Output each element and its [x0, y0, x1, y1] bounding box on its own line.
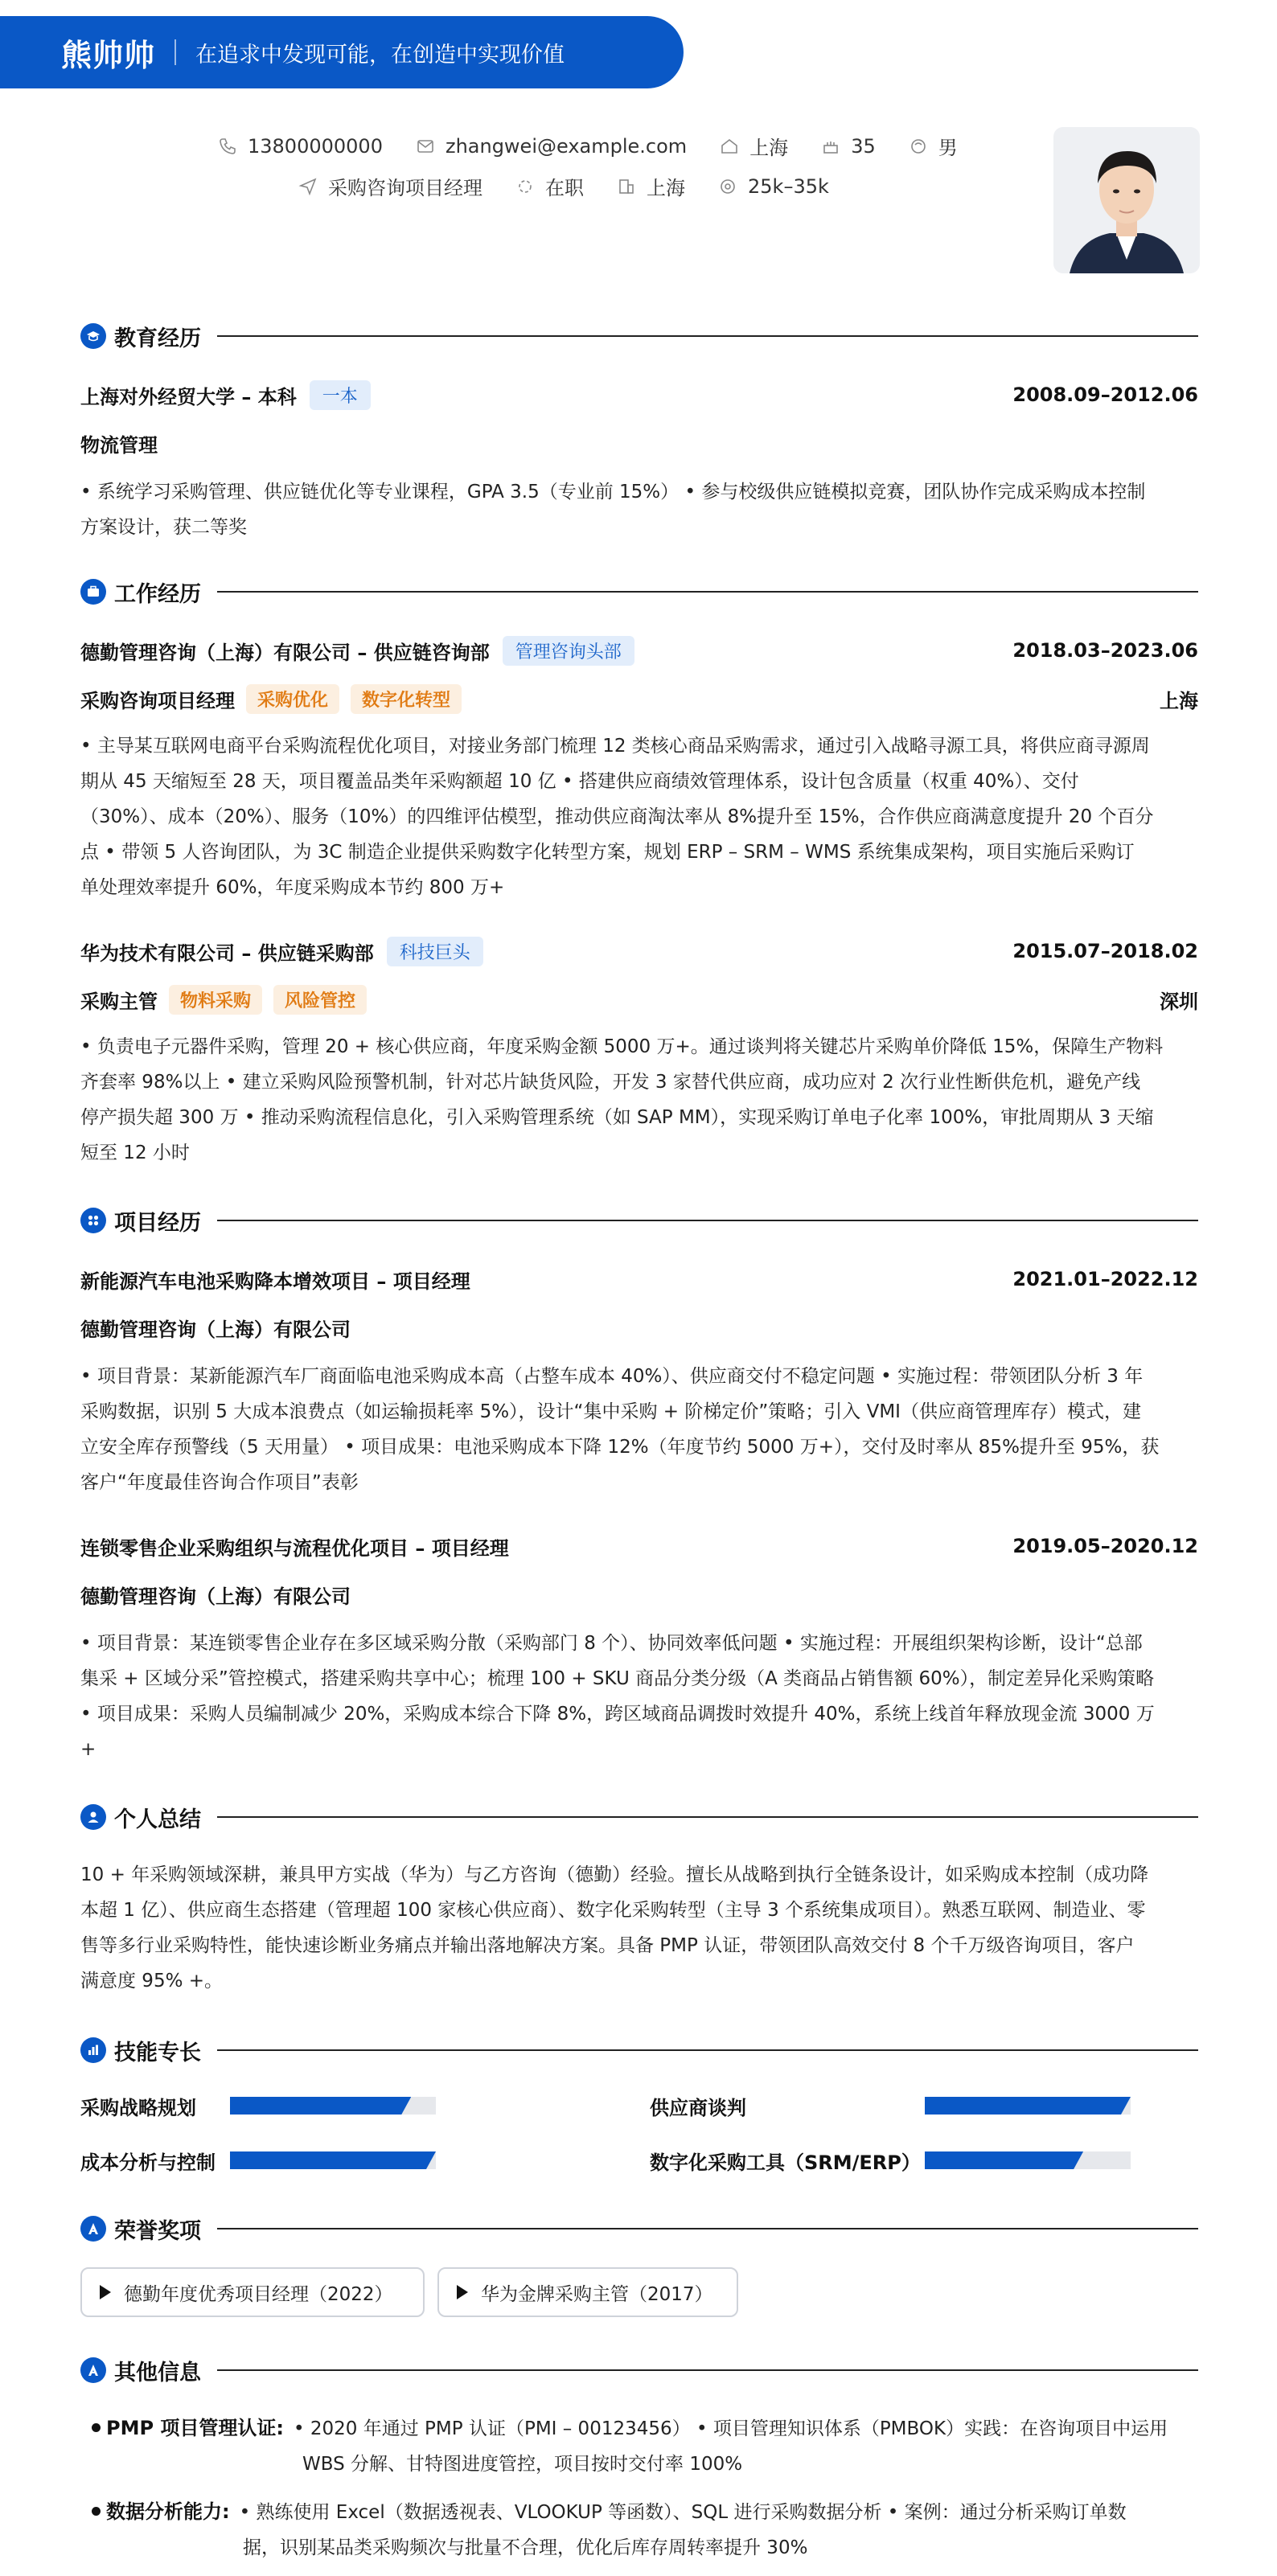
gender-icon [908, 136, 929, 157]
other-text: WBS 分解、甘特图进度管控，项目按时交付率 100% [302, 2454, 743, 2475]
section-rule [217, 1816, 1198, 1818]
candidate-name: 熊帅帅 [61, 37, 156, 73]
contact-email [415, 135, 687, 158]
project-title: 连锁零售企业采购组织与流程优化项目 – 项目经理 [80, 1536, 509, 1560]
section-title: 项目经历 [114, 1210, 201, 1236]
section-title: 其他信息 [114, 2360, 201, 2385]
work-desc-line: 短至 12 小时 [80, 1142, 190, 1163]
work-header [80, 637, 1198, 664]
section-title: 个人总结 [114, 1807, 201, 1832]
work-desc-line: • 负责电子元器件采购，管理 20 + 核心供应商，年度采购金额 5000 万+。通过谈判将关键芯片采购单价降低 15%，保障生产物料 [80, 1036, 1164, 1057]
coin-icon [717, 176, 738, 197]
contact-target-city [616, 172, 685, 200]
summary-text [80, 1857, 1200, 1999]
section-rule [217, 2228, 1198, 2229]
role-tag: 风险管控 [273, 985, 367, 1015]
briefcase-icon [80, 579, 106, 605]
other-label: 数据分析能力: [106, 2500, 230, 2523]
skill-bar-fill [230, 2151, 436, 2169]
section-rule [217, 335, 1198, 337]
work-desc-line: （30%）、成本（20%）、服务（10%）的四维评估模型，推动供应商淘汰率从 8%提升至 15%，合作供应商满意度提升 20 个百分 [80, 806, 1154, 827]
skill-name: 数字化采购工具（SRM/ERP） [650, 2151, 921, 2174]
skill-item [80, 2092, 196, 2120]
other-text: • 2020 年通过 PMP 认证（PMI – 00123456） • 项目管理知识体系（PMBOK）实践：在咨询项目中运用 [294, 2418, 1168, 2439]
work-desc-line: 点 • 带领 5 人咨询团队，为 3C 制造企业提供采购数字化转型方案，规划 ERP – SRM – WMS 系统集成架构，项目实施后采购订 [80, 842, 1135, 863]
other-text: 据，识别某品类采购频次与批量不合理，优化后库存周转率提升 30% [243, 2537, 808, 2558]
work-location: 深圳 [1160, 990, 1198, 1013]
education-major: 物流管理 [80, 433, 158, 457]
role-tag: 采购优化 [246, 684, 339, 714]
award-icon [80, 2357, 106, 2383]
work-desc-line: 齐套率 98%以上 • 建立采购风险预警机制，针对芯片缺货风险，开发 3 家替代供应商，成功应对 2 次行业性断供危机，避免产线 [80, 1072, 1141, 1093]
skill-item [80, 2147, 216, 2175]
banner-divider [175, 39, 176, 65]
bar-chart-icon [80, 2037, 106, 2063]
phone-value: 13800000000 [248, 134, 383, 158]
target-city-value: 上海 [647, 177, 685, 199]
contact-phone [217, 135, 383, 158]
contact-position [298, 172, 482, 200]
summary-line: 10 + 年采购领域深耕，兼具甲方实战（华为）与乙方咨询（德勤）经验。擅长从战略到执行全链条设计，如采购成本控制（成功降 [80, 1864, 1149, 1885]
work-header [80, 937, 1198, 965]
other-item [80, 2410, 1200, 2481]
email-value: zhangwei@example.com [445, 134, 688, 158]
skill-bar [925, 2151, 1131, 2169]
project-date: 2019.05–2020.12 [1012, 1535, 1198, 1557]
section-education [80, 320, 1198, 352]
skill-item [650, 2092, 746, 2120]
summary-line: 本超 1 亿）、供应商生态搭建（管理超 100 家核心供应商）、数字化采购转型（主导 3 个系统集成项目）。熟悉互联网、制造业、零 [80, 1900, 1146, 1921]
award-text: 华为金牌采购主管（2017） [481, 2283, 713, 2305]
education-tag: 一本 [310, 380, 371, 410]
section-work [80, 576, 1198, 608]
profile-photo [1053, 127, 1200, 273]
work-tag: 管理咨询头部 [503, 636, 634, 666]
work-role-row [80, 986, 1198, 1013]
section-rule [217, 591, 1198, 593]
work-date: 2015.07–2018.02 [1012, 940, 1198, 962]
mail-icon [415, 136, 436, 157]
skill-name: 供应商谈判 [650, 2097, 746, 2119]
work-desc [80, 1029, 1200, 1171]
section-title: 工作经历 [114, 581, 201, 607]
contact-gender [908, 132, 958, 160]
education-header [80, 381, 1198, 408]
work-desc-line: 停产损失超 300 万 • 推动采购流程信息化，引入采购管理系统（如 SAP MM），实现采购订单电子化率 100%，审批周期从 3 天缩 [80, 1107, 1154, 1128]
award-icon [80, 2216, 106, 2242]
contact-row-1 [217, 132, 1021, 160]
header-banner [0, 16, 684, 88]
skill-bar [925, 2097, 1131, 2115]
work-desc [80, 728, 1200, 905]
education-date: 2008.09–2012.06 [1012, 384, 1198, 406]
work-desc-line: 期从 45 天缩短至 28 天，项目覆盖品类年采购额超 10 亿 • 搭建供应商绩效管理体系，设计包含质量（权重 40%）、交付 [80, 771, 1079, 792]
project-company: 德勤管理咨询（上海）有限公司 [80, 1585, 351, 1608]
project-company-row [80, 1314, 1198, 1341]
section-awards [80, 2213, 1198, 2245]
city-value: 上海 [749, 137, 789, 159]
cake-icon [820, 136, 841, 157]
status-value: 在职 [545, 177, 584, 199]
bullet-dot [92, 2507, 101, 2516]
skill-name: 采购战略规划 [80, 2097, 196, 2119]
contact-age [820, 135, 876, 158]
work-role-row [80, 685, 1198, 712]
home-icon [719, 136, 740, 157]
project-desc-line: • 项目背景：某新能源汽车厂商面临电池采购成本高（占整车成本 40%）、供应商交付不稳定问题 • 实施过程：带领团队分析 3 年 [80, 1366, 1144, 1387]
work-company: 华为技术有限公司 – 供应链采购部 [80, 941, 374, 965]
education-desc-line: • 系统学习采购管理、供应链优化等专业课程，GPA 3.5（专业前 15%） • 参与校级供应链模拟竞赛，团队协作完成采购成本控制 [80, 482, 1146, 502]
project-header [80, 1265, 1198, 1293]
section-other [80, 2354, 1198, 2386]
skill-bar-fill [230, 2097, 411, 2115]
project-title: 新能源汽车电池采购降本增效项目 – 项目经理 [80, 1270, 470, 1293]
other-label: PMP 项目管理认证: [106, 2417, 285, 2439]
section-rule [217, 2049, 1198, 2051]
work-company: 德勤管理咨询（上海）有限公司 – 供应链咨询部 [80, 641, 490, 664]
project-desc-line: • 项目背景：某连锁零售企业存在多区域采购分散（采购部门 8 个）、协同效率低问题 • 实施过程：开展组织架构诊断，设计“总部 [80, 1633, 1143, 1654]
skill-name: 成本分析与控制 [80, 2151, 216, 2174]
section-rule [217, 1220, 1198, 1221]
section-title: 教育经历 [114, 326, 201, 351]
graduation-cap-icon [80, 323, 106, 349]
other-text: • 熟练使用 Excel（数据透视表、VLOOKUP 等函数）、SQL 进行采购数据分析 • 案例：通过分析采购订单数 [239, 2502, 1127, 2523]
play-icon [100, 2285, 111, 2299]
skill-bar-fill [925, 2151, 1083, 2169]
work-desc-line: • 主导某互联网电商平台采购流程优化项目，对接业务部门梳理 12 类核心商品采购需求，通过引入战略寻源工具，将供应商寻源周 [80, 736, 1150, 757]
project-desc [80, 1359, 1200, 1500]
bullet-dot [92, 2423, 101, 2432]
education-school: 上海对外经贸大学 – 本科 [80, 385, 297, 408]
salary-value: 25k–35k [748, 174, 829, 198]
work-desc-line: 单处理效率提升 60%，年度采购成本节约 800 万+ [80, 877, 505, 898]
project-desc-line: 采购数据，识别 5 大成本浪费点（如运输损耗率 5%），设计“集中采购 + 阶梯定价”策略；引入 VMI（供应商管理库存）模式，建 [80, 1401, 1141, 1422]
skill-bar [230, 2151, 436, 2169]
gender-value: 男 [938, 137, 958, 159]
candidate-motto: 在追求中发现可能，在创造中实现价值 [195, 42, 565, 68]
project-date: 2021.01–2022.12 [1012, 1268, 1198, 1290]
section-title: 荣誉奖项 [114, 2218, 201, 2244]
status-icon [515, 176, 536, 197]
section-skills [80, 2034, 1198, 2066]
education-major-row [80, 429, 1198, 457]
education-desc [80, 474, 1200, 545]
work-role: 采购咨询项目经理 [80, 689, 235, 712]
project-desc-line: 立安全库存预警线（5 天用量） • 项目成果：电池采购成本下降 12%（年度节约 5000 万+），交付及时率从 85%提升至 95%，获 [80, 1437, 1160, 1458]
summary-line: 售等多行业采购特性，能快速诊断业务痛点并输出落地解决方案。具备 PMP 认证，带领团队高效交付 8 个千万级咨询项目，客户 [80, 1935, 1135, 1956]
skill-item [650, 2147, 921, 2175]
user-icon [80, 1804, 106, 1830]
other-item [80, 2494, 1200, 2565]
section-projects [80, 1204, 1198, 1237]
award-card [437, 2267, 738, 2317]
work-location: 上海 [1160, 689, 1198, 712]
role-tag: 物料采购 [169, 985, 262, 1015]
award-card [80, 2267, 425, 2317]
send-icon [298, 176, 318, 197]
contact-row-2 [298, 172, 1102, 200]
skill-bar [230, 2097, 436, 2115]
role-tag: 数字化转型 [351, 684, 462, 714]
contact-status [515, 172, 584, 200]
project-desc-line: 集采 + 区域分采”管控模式，搭建采购共享中心；梳理 100 + SKU 商品分类分级（A 类商品占销售额 60%），制定差异化采购策略 [80, 1668, 1155, 1689]
project-company: 德勤管理咨询（上海）有限公司 [80, 1318, 351, 1341]
building-icon [616, 176, 637, 197]
section-summary [80, 1801, 1198, 1833]
project-desc-line: • 项目成果：采购人员编制减少 20%，采购成本综合下降 8%，跨区域商品调拨时效提升 40%，系统上线首年释放现金流 3000 万 [80, 1704, 1155, 1725]
work-tag: 科技巨头 [387, 937, 483, 966]
section-rule [217, 2369, 1198, 2371]
play-icon [457, 2285, 468, 2299]
project-desc [80, 1626, 1200, 1767]
project-header [80, 1532, 1198, 1560]
section-title: 技能专长 [114, 2040, 201, 2065]
contact-city [719, 132, 788, 160]
project-desc-line: + [80, 1739, 96, 1760]
contact-salary [717, 175, 829, 198]
award-text: 德勤年度优秀项目经理（2022） [124, 2283, 393, 2305]
project-company-row [80, 1581, 1198, 1608]
summary-line: 满意度 95% +。 [80, 1971, 224, 1991]
education-desc-line: 方案设计，获二等奖 [80, 517, 247, 538]
work-date: 2018.03–2023.06 [1012, 639, 1198, 662]
work-role: 采购主管 [80, 990, 158, 1013]
age-value: 35 [851, 134, 876, 158]
project-desc-line: 客户“年度最佳咨询合作项目”表彰 [80, 1472, 359, 1493]
skill-bar-fill [925, 2097, 1131, 2115]
phone-icon [217, 136, 238, 157]
position-value: 采购咨询项目经理 [328, 177, 482, 199]
grid-icon [80, 1208, 106, 1233]
